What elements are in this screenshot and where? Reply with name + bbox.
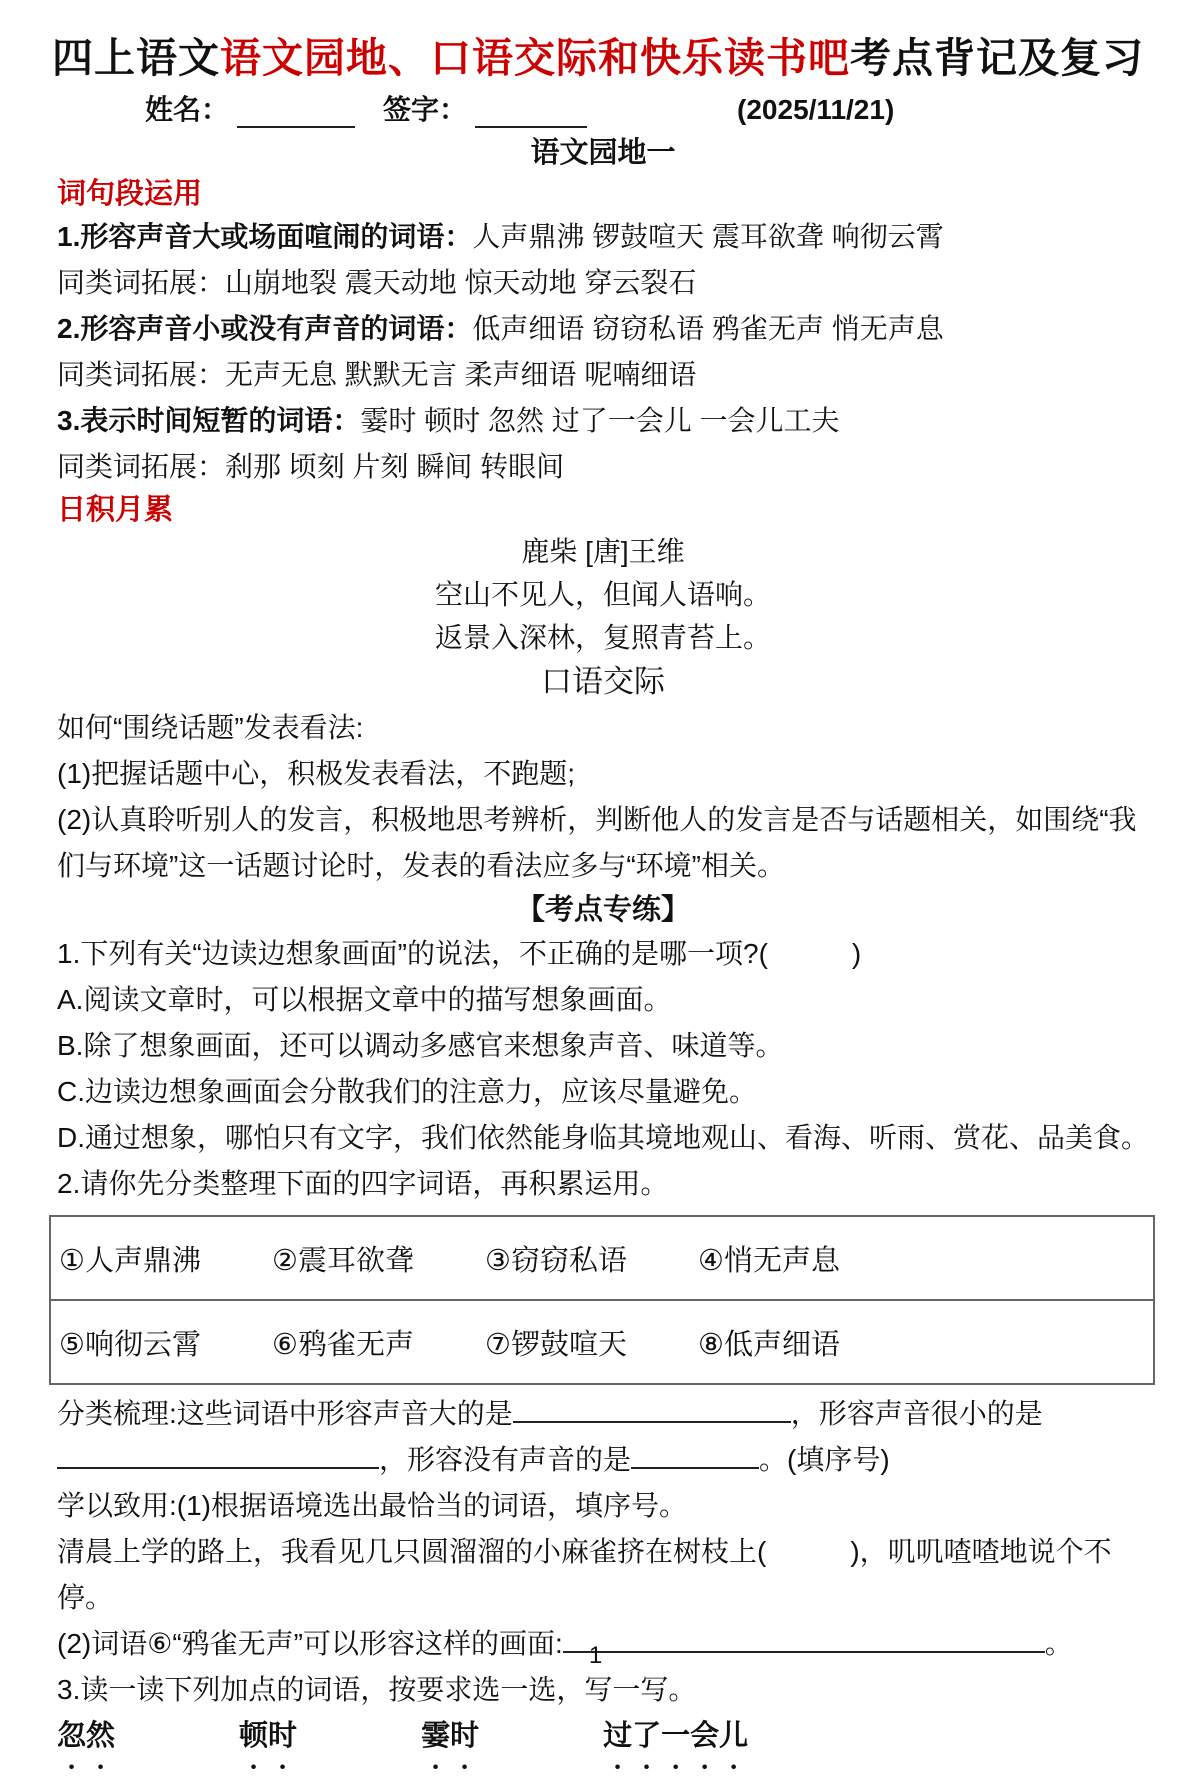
table-cell: ⑤响彻云霄 [59, 1328, 201, 1361]
word-item-3-label: 3.表示时间短暂的词语： [57, 405, 361, 436]
title-part1: 四上语文 [52, 35, 220, 81]
poem-title: 鹿柴 [唐]王维 [521, 536, 685, 567]
apply2-suffix: 。 [1044, 1628, 1073, 1659]
name-signature-row [145, 92, 1149, 128]
oral-point-1: (1)把握话题中心，积极发表看法，不跑题; [57, 758, 576, 789]
classify-blank-quiet [57, 1441, 379, 1469]
page-title [47, 34, 1149, 82]
classify-line [57, 1391, 1149, 1483]
word-item-1-text: 人声鼎沸 锣鼓喧天 震耳欲聋 响彻云霄 [472, 221, 944, 252]
dotted-word: 过 • 了 • 一 • 会 • 儿 • [603, 1719, 748, 1753]
oral-intro: 如何“围绕话题”发表看法: [57, 712, 364, 743]
section-heading-oral: 口语交际 [541, 664, 665, 699]
word-sorting-table [49, 1215, 1155, 1385]
question-2-stem: 2.请你先分类整理下面的四字词语，再积累运用。 [57, 1168, 669, 1199]
question-1-stem: 1.下列有关“边读边想象画面”的说法，不正确的是哪一项?( ) [57, 938, 862, 969]
word-item-3-expand: 同类词拓展：刹那 顷刻 片刻 瞬间 转眼间 [57, 451, 565, 482]
table-cell: ④悄无声息 [698, 1244, 840, 1277]
signature-label: 签字： [383, 94, 468, 125]
poem-line-1: 空山不见人，但闻人语响。 [434, 579, 771, 610]
dotted-word: 忽 • 然 • [57, 1719, 115, 1753]
table-cell: ③窃窃私语 [485, 1244, 627, 1277]
word-item-2-expand: 同类词拓展：无声无息 默默无言 柔声细语 呢喃细语 [57, 359, 697, 390]
word-item-2 [57, 306, 1149, 352]
table-row [51, 1217, 1153, 1301]
table-cell: ②震耳欲聋 [272, 1244, 414, 1277]
poem-line-2: 返景入深林，复照青苔上。 [434, 622, 771, 653]
word-item-2-text: 低声细语 窃窃私语 鸦雀无声 悄无声息 [472, 313, 944, 344]
apply-sentence: 清晨上学的路上，我看见几只圆溜溜的小麻雀挤在树枝上( )，叽叽喳喳地说个不停。 [57, 1536, 1112, 1613]
classify-mid1: ，形容声音很小的 [790, 1398, 1015, 1429]
classify-mid3: ，形容没有声音的是 [379, 1444, 632, 1475]
question-3-stem: 3.读一读下列加点的词语，按要求选一选，写一写。 [57, 1674, 697, 1705]
dotted-word: 霎 • 时 • [421, 1719, 479, 1753]
question-1-option-a: A.阅读文章时，可以根据文章中的描写想象画面。 [57, 984, 672, 1015]
oral-point-2: (2)认真聆听别人的发言，积极地思考辨析，判断他人的发言是否与话题相关，如围绕“我们与环境”这一话题讨论时，发表的看法应多与“环境”相关。 [57, 804, 1137, 881]
word-item-1-expand: 同类词拓展：山崩地裂 震天动地 惊天动地 穿云裂石 [57, 267, 697, 298]
heading-words-usage: 词句段运用 [57, 178, 203, 210]
table-row [51, 1301, 1153, 1383]
title-part3: 考点背记及复习 [850, 35, 1144, 81]
signature-blank-line [475, 96, 587, 128]
classify-prefix: 分类梳理:这些词语中形容声音大的是 [57, 1398, 513, 1429]
dotted-word: 顿 • 时 • [239, 1719, 297, 1753]
table-cell: ⑦锣鼓喧天 [485, 1328, 627, 1361]
title-part2: 语文园地、口语交际和快乐读书吧 [220, 35, 850, 81]
classify-blank-silent [631, 1441, 759, 1469]
heading-daily-accumulation: 日积月累 [57, 494, 174, 526]
question-1-option-b: B.除了想象画面，还可以调动多感官来想象声音、味道等。 [57, 1030, 784, 1061]
table-cell: ⑥鸦雀无声 [272, 1328, 414, 1361]
word-item-3-text: 霎时 顿时 忽然 过了一会儿 一会儿工夫 [360, 405, 840, 436]
section-heading-exam: 【考点专练】 [515, 894, 690, 926]
classify-suffix: 。(填序号) [759, 1444, 890, 1475]
section-heading-garden: 语文园地一 [530, 137, 676, 169]
word-item-2-label: 2.形容声音小或没有声音的词语： [57, 313, 473, 344]
table-cell: ⑧低声细语 [698, 1328, 840, 1361]
name-blank-line [237, 96, 355, 128]
poem-block [57, 530, 1149, 659]
apply2-prefix: (2)词语⑥“鸦雀无声”可以形容这样的画面: [57, 1628, 563, 1659]
word-item-1-label: 1.形容声音大或场面喧闹的词语： [57, 221, 473, 252]
classify-blank-loud [513, 1395, 791, 1423]
question-1-option-d: D.通过想象，哪怕只有文字，我们依然能身临其境地观山、看海、听雨、赏花、品美食。 [57, 1122, 1150, 1153]
dotted-words-row [57, 1719, 1149, 1753]
page-number: 1 [588, 1642, 603, 1669]
question-1-option-c: C.边读边想象画面会分散我们的注意力，应该尽量避免。 [57, 1076, 758, 1107]
apply-label: 学以致用:(1)根据语境选出最恰当的词语，填序号。 [57, 1490, 688, 1521]
table-cell: ①人声鼎沸 [59, 1244, 201, 1277]
date-text: (2025/11/21) [737, 94, 895, 125]
word-item-3 [57, 398, 1149, 444]
word-item-1 [57, 214, 1149, 260]
classify-mid2: 是 [1014, 1398, 1043, 1429]
name-label: 姓名： [145, 94, 230, 125]
